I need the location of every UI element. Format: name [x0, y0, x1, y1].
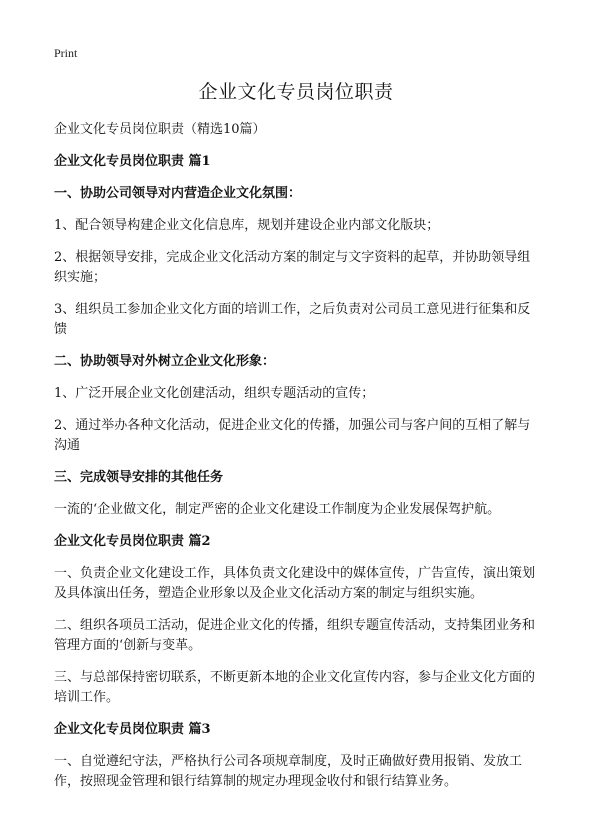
- section-title: 企业文化专员岗位职责 篇1: [54, 154, 211, 169]
- section-title: 企业文化专员岗位职责 篇3: [54, 722, 211, 737]
- paragraph: 2、根据领导安排，完成企业文化活动方案的制定与文字资料的起草，并协助领导组织实施；: [54, 250, 531, 285]
- sub-heading: 二、协助领导对外树立企业文化形象：: [54, 354, 276, 369]
- paragraph: 一流的‘企业做文化，制定严密的企业文化建设工作制度为企业发展保驾护航。: [54, 502, 501, 517]
- print-label: Print: [54, 46, 78, 60]
- section-2: [54, 532, 538, 708]
- paragraph: 一、自觉遵纪守法，严格执行公司各项规章制度，及时正确做好费用报销、发放工作，按照现金管理和银行结算制的规定办理现金收付和银行结算业务。: [54, 754, 523, 789]
- sub-heading: 一、协助公司领导对内营造企业文化氛围：: [54, 186, 302, 201]
- document-subtitle: 企业文化专员岗位职责（精选10篇）: [54, 122, 266, 137]
- section-1: [54, 152, 538, 520]
- sub-heading: 三、完成领导安排的其他任务: [54, 470, 224, 485]
- section-title: 企业文化专员岗位职责 篇2: [54, 534, 211, 549]
- paragraph: 1、广泛开展企业文化创建活动，组织专题活动的宣传；: [54, 386, 375, 401]
- paragraph: 1、配合领导构建企业文化信息库，规划并建设企业内部文化版块；: [54, 218, 440, 233]
- paragraph: 3、组织员工参加企业文化方面的培训工作，之后负责对公司员工意见进行征集和反馈: [54, 302, 531, 337]
- paragraph: 一、负责企业文化建设工作，具体负责文化建设中的媒体宣传，广告宣传，演出策划及具体演出任务，塑造企业形象以及企业文化活动方案的制定与组织实施。: [54, 566, 536, 601]
- document-title: 企业文化专员岗位职责: [198, 81, 394, 103]
- section-3: [54, 720, 538, 792]
- paragraph: 三、与总部保持密切联系，不断更新本地的企业文化宣传内容，参与企业文化方面的培训工作。: [54, 670, 536, 705]
- paragraph: 2、通过举办各种文化活动，促进企业文化的传播，加强公司与客户间的互相了解与沟通: [54, 418, 531, 453]
- paragraph: 二、组织各项员工活动，促进企业文化的传播，组织专题宣传活动，支持集团业务和管理方面的‘创新与变革。: [54, 618, 536, 653]
